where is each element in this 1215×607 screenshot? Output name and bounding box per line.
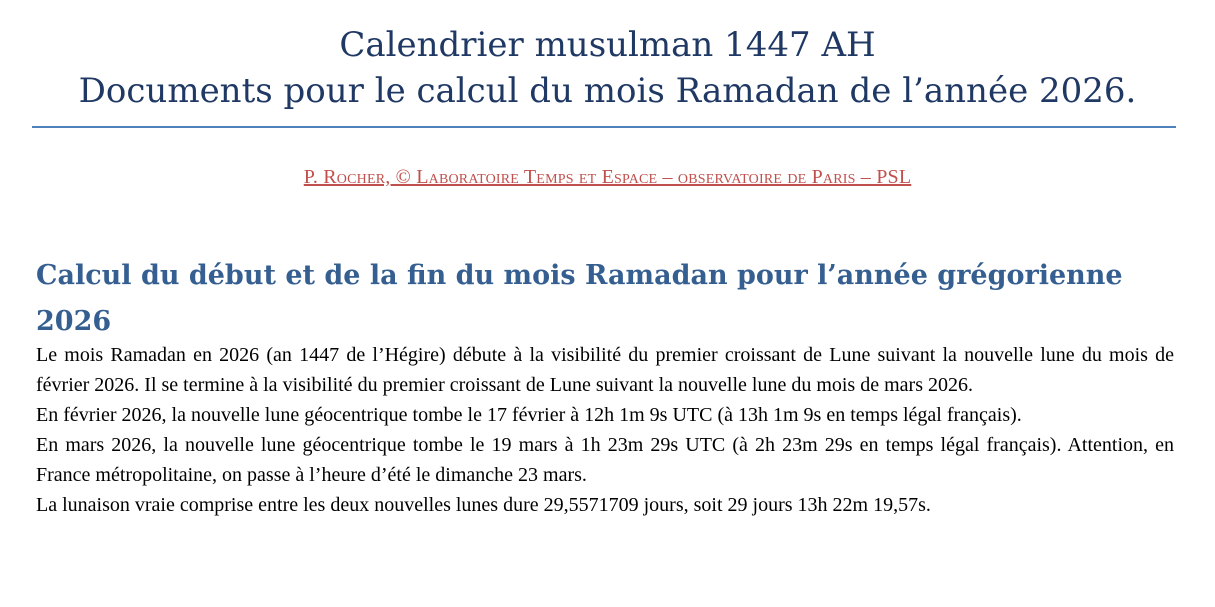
title-line-2: Documents pour le calcul du mois Ramadan de l’année 2026.	[78, 71, 1137, 111]
page-title	[0, 22, 1215, 114]
title-line-1: Calendrier musulman 1447 AH	[339, 25, 876, 65]
author-link[interactable]: P. Rocher, © Laboratoire Temps et Espace – observatoire de Paris – PSL	[303, 166, 912, 188]
paragraph-lunation: La lunaison vraie comprise entre les deux nouvelles lunes dure 29,5571709 jours, soit 29 jours 13h 22m 19,57s.	[36, 494, 931, 516]
paragraph-ramadan-intro: Le mois Ramadan en 2026 (an 1447 de l’Hégire) débute à la visibilité du premier croissant de Lune suivant la nouvelle lune du mois de février 2026. Il se termine à la visibilité du premier croissant de Lune suivant la nouvelle lune du mois de mars 2026.	[36, 344, 1174, 396]
paragraph-february-new-moon: En février 2026, la nouvelle lune géocentrique tombe le 17 février à 12h 1m 9s UTC (à 13h 1m 9s en temps légal français).	[36, 404, 1022, 426]
title-divider	[32, 126, 1176, 128]
section-heading: Calcul du début et de la fin du mois Ramadan pour l’année grégorienne 2026	[36, 260, 1123, 337]
section-body	[36, 340, 1174, 520]
paragraph-march-new-moon: En mars 2026, la nouvelle lune géocentrique tombe le 19 mars à 1h 23m 29s UTC (à 2h 23m 29s en temps légal français). Attention, en France métropolitaine, on passe à l’heure d’été le dimanche 23 mars.	[36, 434, 1174, 486]
